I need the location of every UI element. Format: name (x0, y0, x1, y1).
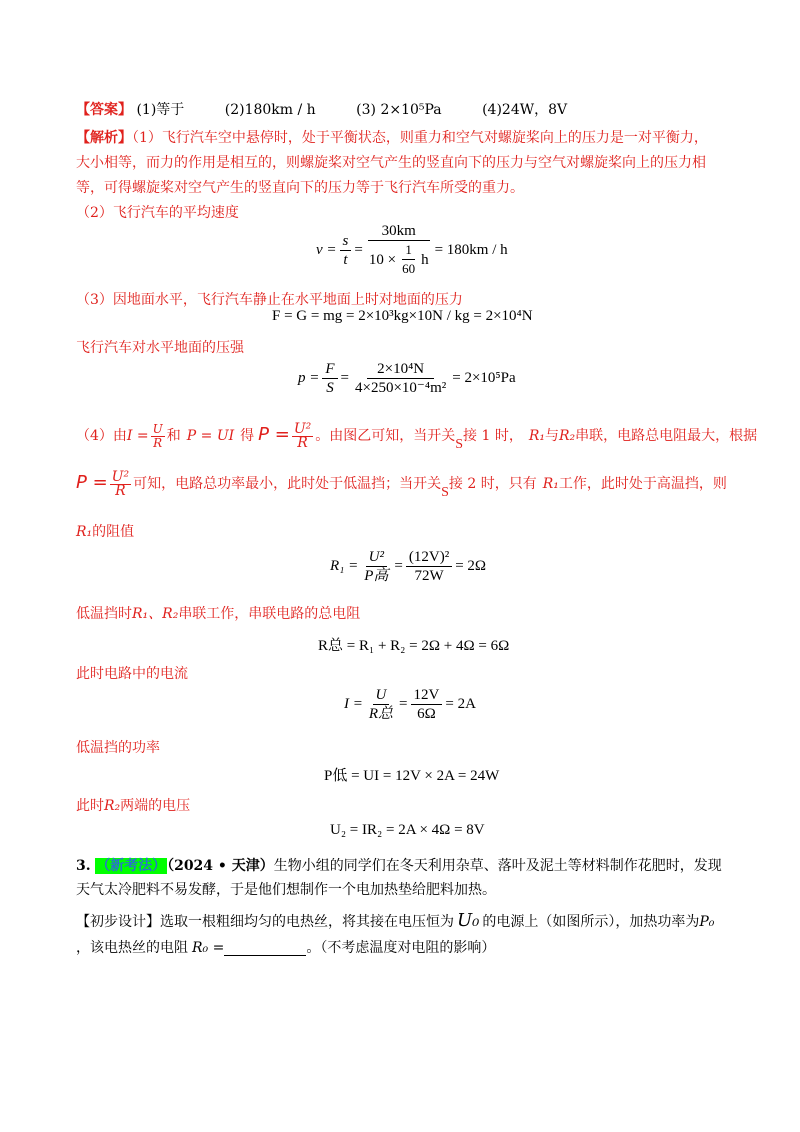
answer-3: (3) 2×10⁵Pa (356, 102, 442, 118)
analysis-p7: 低温挡的功率 (76, 740, 160, 756)
analysis-p1-l1: 【解析】（1）飞行汽车空中悬停时，处于平衡状态，则重力和空气对螺旋桨向上的压力是一对平衡力， (76, 130, 708, 146)
analysis-p1-l3: 等，可得螺旋桨对空气产生的竖直向下的压力等于飞行汽车所受的重力。 (76, 180, 524, 196)
analysis-p4-l2: P = $\frac{\text{U²}}{R}$ 可知，电路总功率最小，此时处于低温挡；当开关S接 2 时，只有 R₁工作，此时处于高温挡，则 (76, 468, 727, 500)
answer-blank[interactable] (224, 941, 306, 956)
answer-1: (1)等于 (136, 102, 185, 118)
question-number: 3. (76, 858, 91, 874)
force-formula: F = G = mg = 2×10³kg×10N / kg = 2×10⁴N (272, 308, 533, 324)
analysis-label: 【解析】 (76, 130, 132, 146)
analysis-p3: （3）因地面水平，飞行汽车静止在水平地面上时对地面的压力 (76, 292, 463, 308)
velocity-formula: v = $\frac{s}{t}$ = 30km 10 × $\frac{1}{60}$ h = 180km / h (316, 223, 508, 276)
power-formula: P低 = UI = 12V × 2A = 24W (324, 768, 500, 784)
pressure-formula: p = $\frac{F}{S}$ = $\frac{\text{2×10⁴N}}{\text{4×250×10⁻⁴m²}}$ = 2×10⁵Pa (298, 361, 516, 396)
analysis-p2: （2）飞行汽车的平均速度 (76, 205, 239, 221)
analysis-p8: 此时R₂两端的电压 (76, 798, 191, 814)
question-tag: （新考法） (96, 858, 167, 874)
answer-label: 【答案】 (76, 102, 132, 118)
total-resistance-formula: R总 = R₁ + R₂ = 2Ω + 4Ω = 6Ω (318, 638, 510, 654)
answer-4: (4)24W，8V (482, 102, 568, 118)
analysis-p4-l1: （4）由I = $\frac{U}{R}$ 和 P = UI 得 P = $\frac{\text{U²}}{R}$ 。由图乙可知，当开关S接 1 时， R₁与R₂串联，电路总电阻最大，根据 (76, 420, 758, 452)
r1-formula: R₁ = $\frac{\text{U²}}{\text{P高}}$ = $\frac{\text{(12V)²}}{72W}$ = 2Ω (330, 549, 487, 584)
question3-l1: 3. （新考法）（2024 • 天津）生物小组的同学们在冬天利用杂草、落叶及泥土等材料制作花肥时，发现 (76, 858, 722, 874)
voltage-formula: U₂ = IR₂ = 2A × 4Ω = 8V (330, 822, 485, 838)
question3-design-l1: 【初步设计】选取一根粗细均匀的电热丝，将其接在电压恒为 U₀ 的电源上（如图所示），加热功率为P₀ (76, 910, 715, 931)
question-source: （2024 • 天津） (167, 858, 274, 874)
question3-l2: 天气太冷肥料不易发酵，于是他们想制作一个电加热垫给肥料加热。 (76, 882, 496, 898)
analysis-p6: 此时电路中的电流 (76, 666, 188, 682)
analysis-p5: 低温挡时R₁、R₂串联工作，串联电路的总电阻 (76, 606, 361, 622)
analysis-p3b: 飞行汽车对水平地面的压强 (76, 340, 244, 356)
answer-line (76, 100, 567, 120)
current-formula: I = $\frac{U}{\text{R总}}$ = $\frac{12V}{6\Omega}$ = 2A (344, 687, 476, 722)
analysis-p4-l3: R₁的阻值 (76, 524, 135, 540)
question3-design-l2: ，该电热丝的电阻 R₀ = 。（不考虑温度对电阻的影响） (76, 940, 496, 956)
analysis-p1-l2: 大小相等，而力的作用是相互的，则螺旋桨对空气产生的竖直向下的压力与空气对螺旋桨向上的压力相 (76, 155, 706, 171)
answer-2: (2)180km / h (224, 102, 316, 118)
